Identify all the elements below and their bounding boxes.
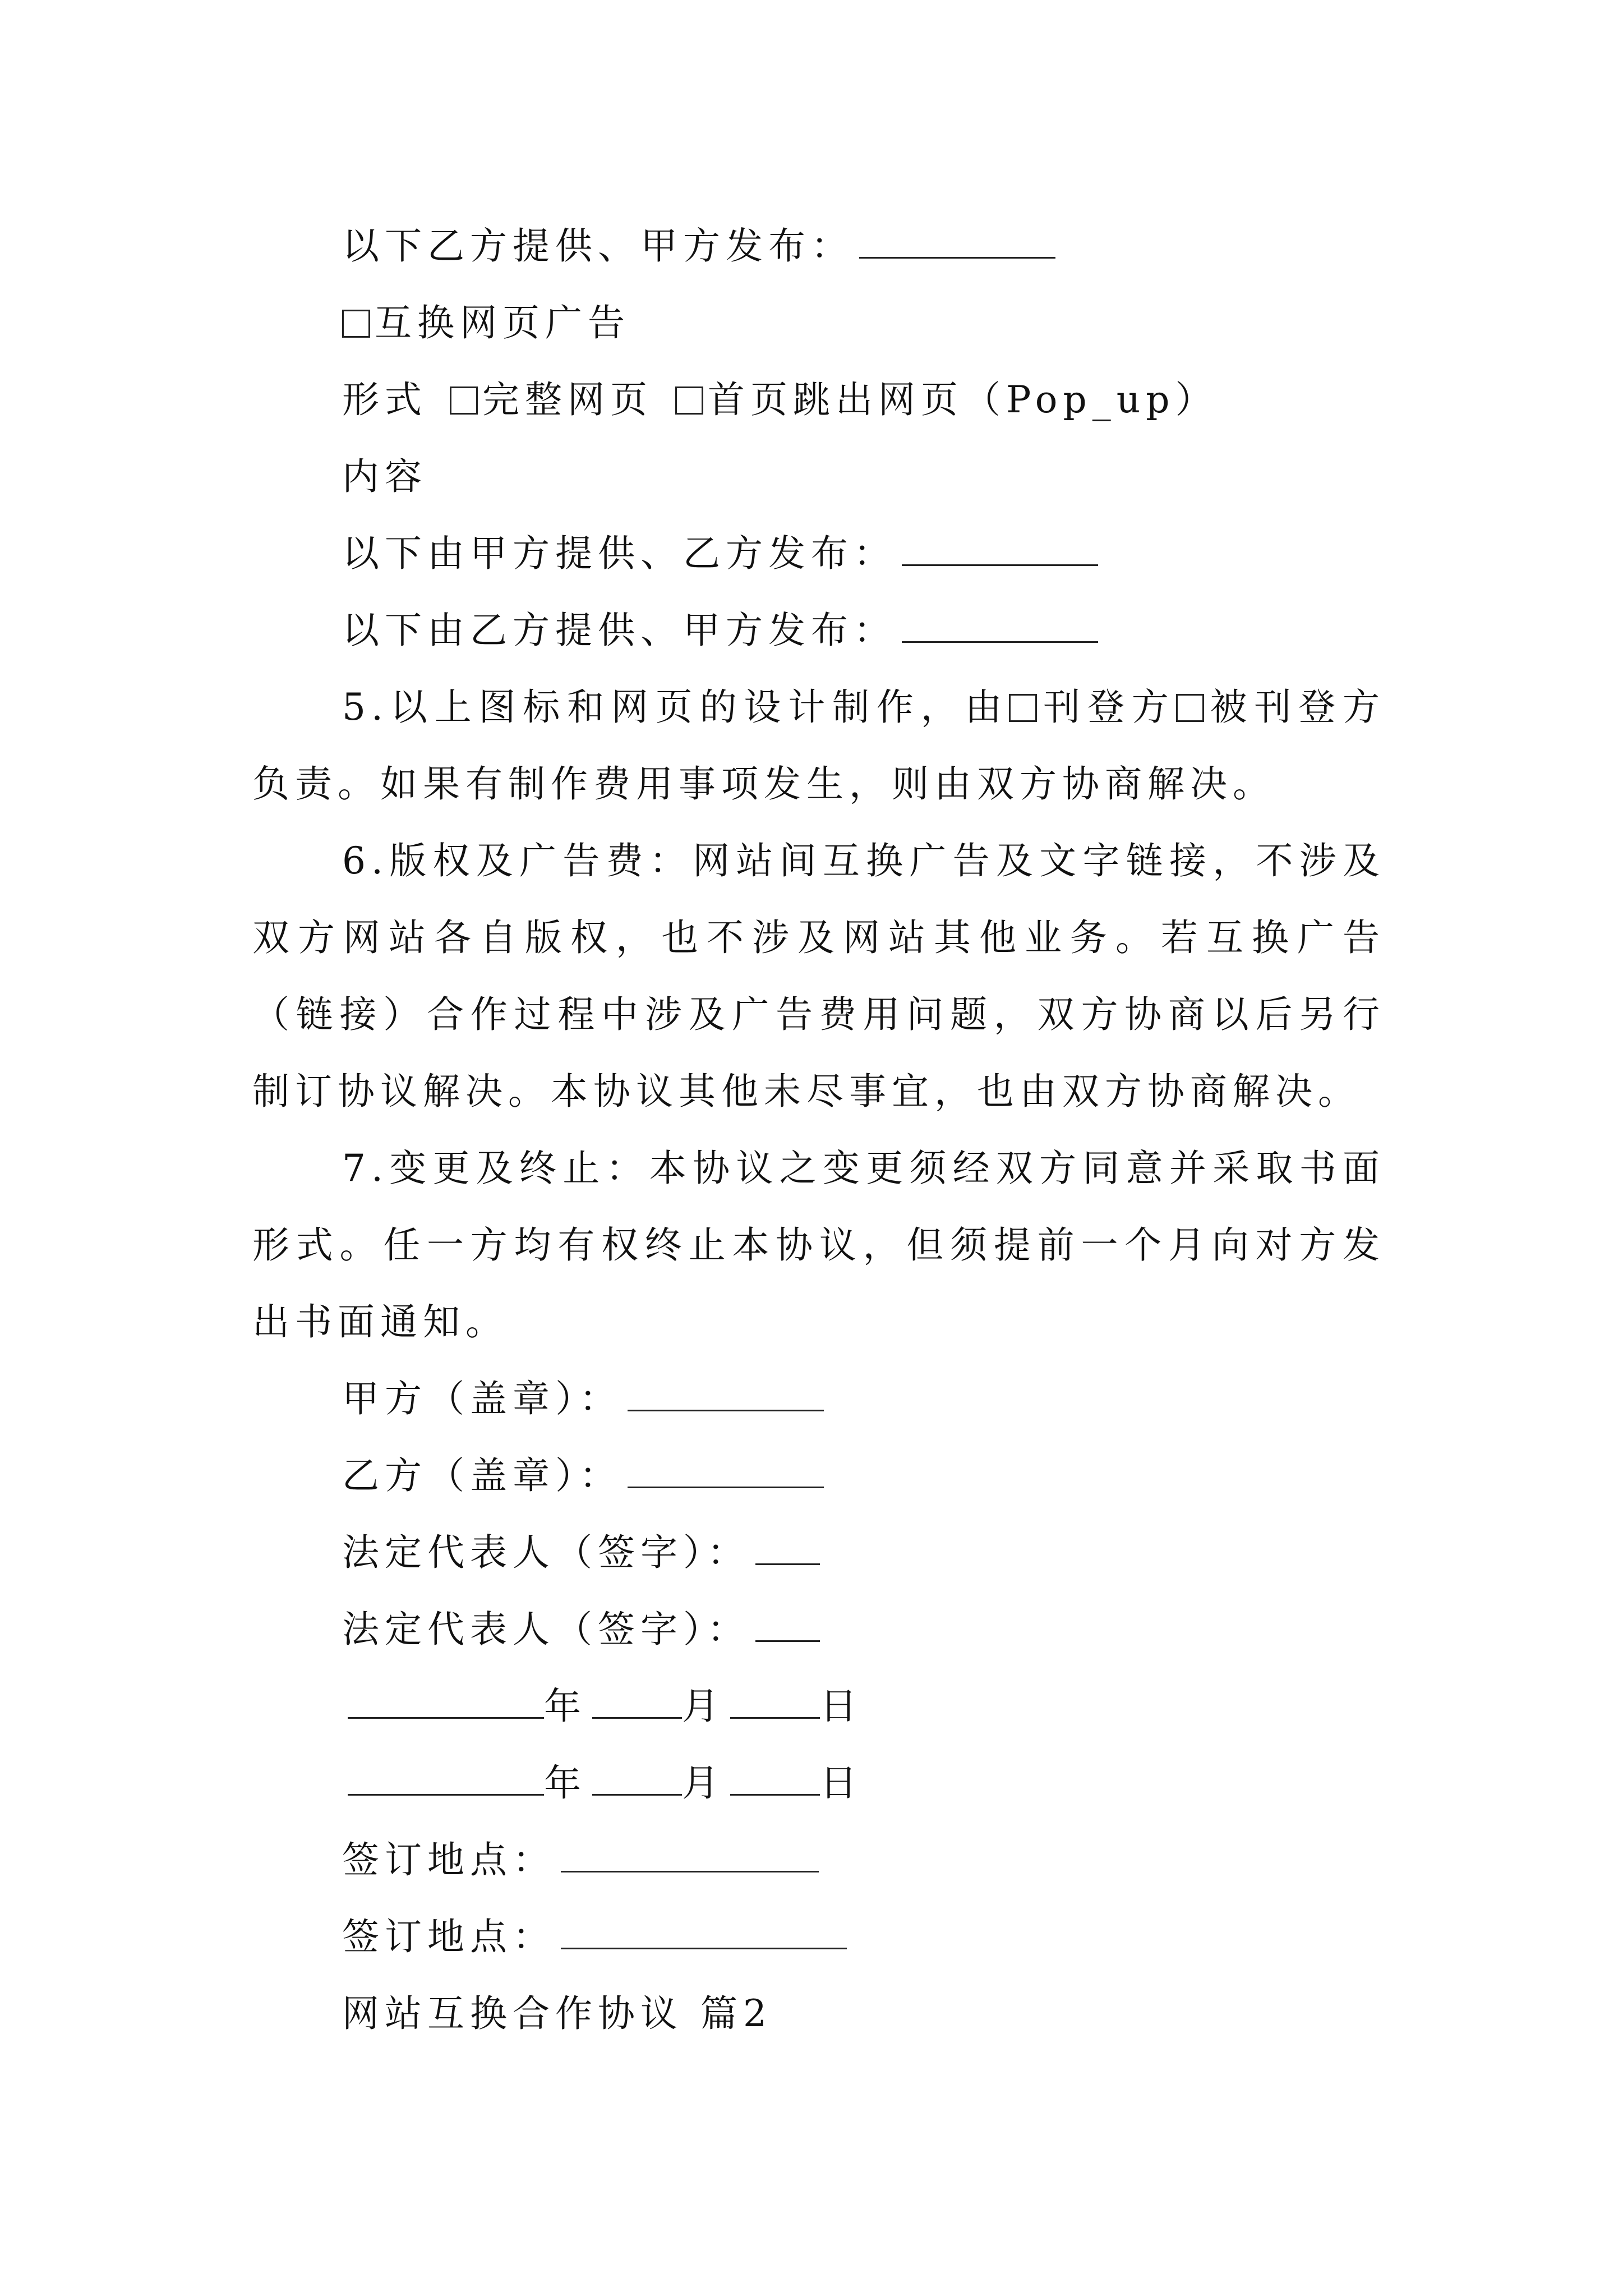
checkbox-icon (675, 386, 703, 415)
line-form (252, 361, 1385, 438)
fill-blank (348, 1683, 544, 1719)
checkbox-icon (342, 310, 370, 338)
line-text: 甲方（盖章）： (342, 1377, 622, 1420)
line-text: 签订地点： (342, 1838, 555, 1881)
day-label: 日 (820, 1761, 863, 1805)
fill-blank (755, 1530, 820, 1565)
month-label: 月 (682, 1761, 725, 1805)
clause-7: 7.变更及终止：本协议之变更须经双方同意并采取书面形式。任一方均有权终止本协议，但须提前一个月向对方发出书面通知。 (252, 1147, 1385, 1343)
checkbox-icon (450, 386, 478, 415)
line-date-b (252, 1745, 1385, 1821)
line-text: 以下由甲方提供、乙方发布： (342, 532, 896, 575)
fill-blank (561, 1837, 819, 1872)
line-rep-b (252, 1591, 1385, 1668)
clause-5-text-c: 被刊登方负责。如果有制作费用事项发生，则由双方协商解决。 (252, 685, 1385, 806)
line-sign-party-b (252, 1437, 1385, 1514)
line-text: 网站互换合作协议 篇2 (342, 1992, 772, 2035)
line-text: 法定代表人（签字）： (342, 1608, 750, 1651)
year-label: 年 (544, 1761, 587, 1805)
line-text: 内容 (342, 455, 427, 498)
section-title-part-2 (252, 1975, 1385, 2052)
fill-blank (730, 1683, 820, 1719)
line-content (252, 438, 1385, 515)
line-text: 签订地点： (342, 1915, 555, 1958)
line-a-provides (252, 515, 1385, 592)
checkbox-icon (1176, 694, 1204, 722)
fill-blank (592, 1760, 682, 1796)
clause-5 (252, 669, 1385, 822)
line-text: 以下乙方提供、甲方发布： (342, 224, 854, 268)
line-place-a (252, 1821, 1385, 1898)
fill-blank (902, 608, 1098, 643)
fill-blank (755, 1607, 820, 1642)
clause-5-text-b: 刊登方 (1041, 685, 1176, 729)
clause-6: 6.版权及广告费：网站间互换广告及文字链接，不涉及双方网站各自版权，也不涉及网站其他业务。若互换广告（链接）合作过程中涉及广告费用问题，双方协商以后另行制订协议解决。本协议其他未尽事宜，也由双方协商解决。 (252, 839, 1385, 1113)
line-place-b (252, 1898, 1385, 1975)
line-text: 法定代表人（签字）： (342, 1531, 750, 1574)
fill-blank (561, 1914, 847, 1949)
clause-5-text-a: 5.以上图标和网页的设计制作，由 (342, 685, 1009, 729)
fill-blank (859, 223, 1055, 259)
line-rep-a (252, 1514, 1385, 1591)
line-text: 以下由乙方提供、甲方发布： (342, 609, 896, 652)
checkbox-icon (1009, 694, 1037, 722)
line-exchange-ad (252, 284, 1385, 361)
month-label: 月 (682, 1685, 725, 1728)
option-popup: 首页跳出网页（Pop_up） (708, 378, 1218, 421)
fill-blank (628, 1453, 824, 1488)
fill-blank (730, 1760, 820, 1796)
line-b-provides (252, 592, 1385, 669)
line-party-b-provides (252, 208, 1385, 284)
form-label: 形式 (342, 378, 427, 421)
line-text: 互换网页广告 (375, 301, 630, 344)
year-label: 年 (544, 1685, 587, 1728)
day-label: 日 (820, 1685, 863, 1728)
line-text: 乙方（盖章）： (342, 1454, 622, 1497)
document-body (252, 208, 1385, 2052)
fill-blank (348, 1760, 544, 1796)
line-date-a (252, 1668, 1385, 1745)
fill-blank (902, 531, 1098, 566)
option-full-page: 完整网页 (482, 378, 653, 421)
fill-blank (628, 1376, 824, 1411)
line-sign-party-a (252, 1360, 1385, 1437)
fill-blank (592, 1683, 682, 1719)
